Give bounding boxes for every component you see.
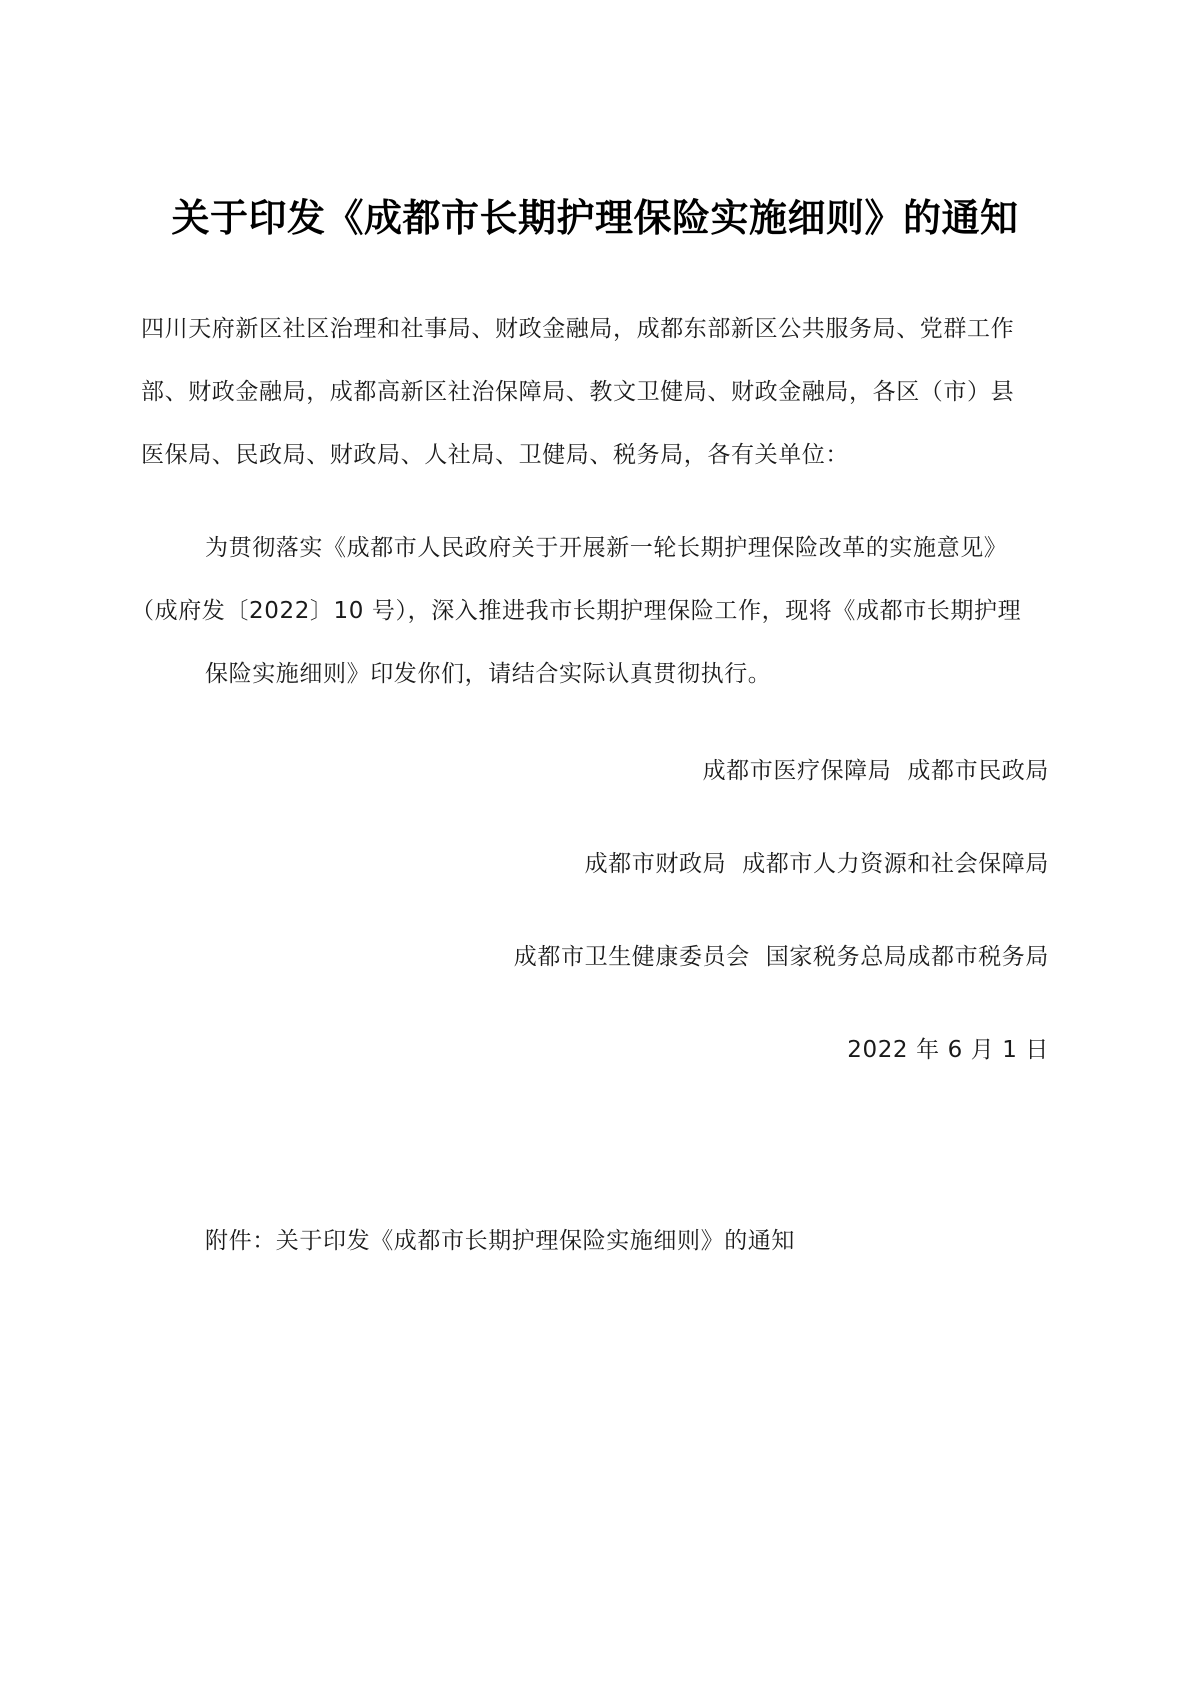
addressee-line: 医保局、民政局、财政局、人社局、卫健局、税务局，各有关单位： <box>141 442 849 468</box>
signatory-name: 成都市卫生健康委员会 <box>513 944 750 970</box>
addressee-paragraph <box>141 298 1051 487</box>
signatory-name: 国家税务总局成都市税务局 <box>765 944 1049 970</box>
signatory-name: 成都市民政局 <box>907 758 1049 784</box>
addressee-line: 部、财政金融局，成都高新区社治保障局、教文卫健局、财政金融局，各区（市）县 <box>141 379 1015 405</box>
attachment-note: 附件：关于印发《成都市长期护理保险实施细则》的通知 <box>205 1228 795 1254</box>
body-line: 保险实施细则》印发你们，请结合实际认真贯彻执行。 <box>205 661 772 687</box>
signatory-line <box>585 845 1049 878</box>
document-date: 2022 年 6 月 1 日 <box>847 1037 1049 1063</box>
body-line: 为贯彻落实《成都市人民政府关于开展新一轮长期护理保险改革的实施意见》 <box>205 535 1008 561</box>
signatory-name: 成都市医疗保障局 <box>702 758 892 784</box>
document-title: 关于印发《成都市长期护理保险实施细则》的通知 <box>171 196 1019 240</box>
body-paragraph <box>131 517 1051 706</box>
signatory-line <box>703 752 1049 785</box>
addressee-line: 四川天府新区社区治理和社事局、财政金融局，成都东部新区公共服务局、党群工作 <box>141 316 1015 342</box>
body-line: （成府发〔2022〕10 号），深入推进我市长期护理保险工作，现将《成都市长期护理 <box>131 598 1022 624</box>
signatory-line <box>514 938 1049 971</box>
signatory-name: 成都市人力资源和社会保障局 <box>742 851 1049 877</box>
signatory-name: 成都市财政局 <box>584 851 727 877</box>
